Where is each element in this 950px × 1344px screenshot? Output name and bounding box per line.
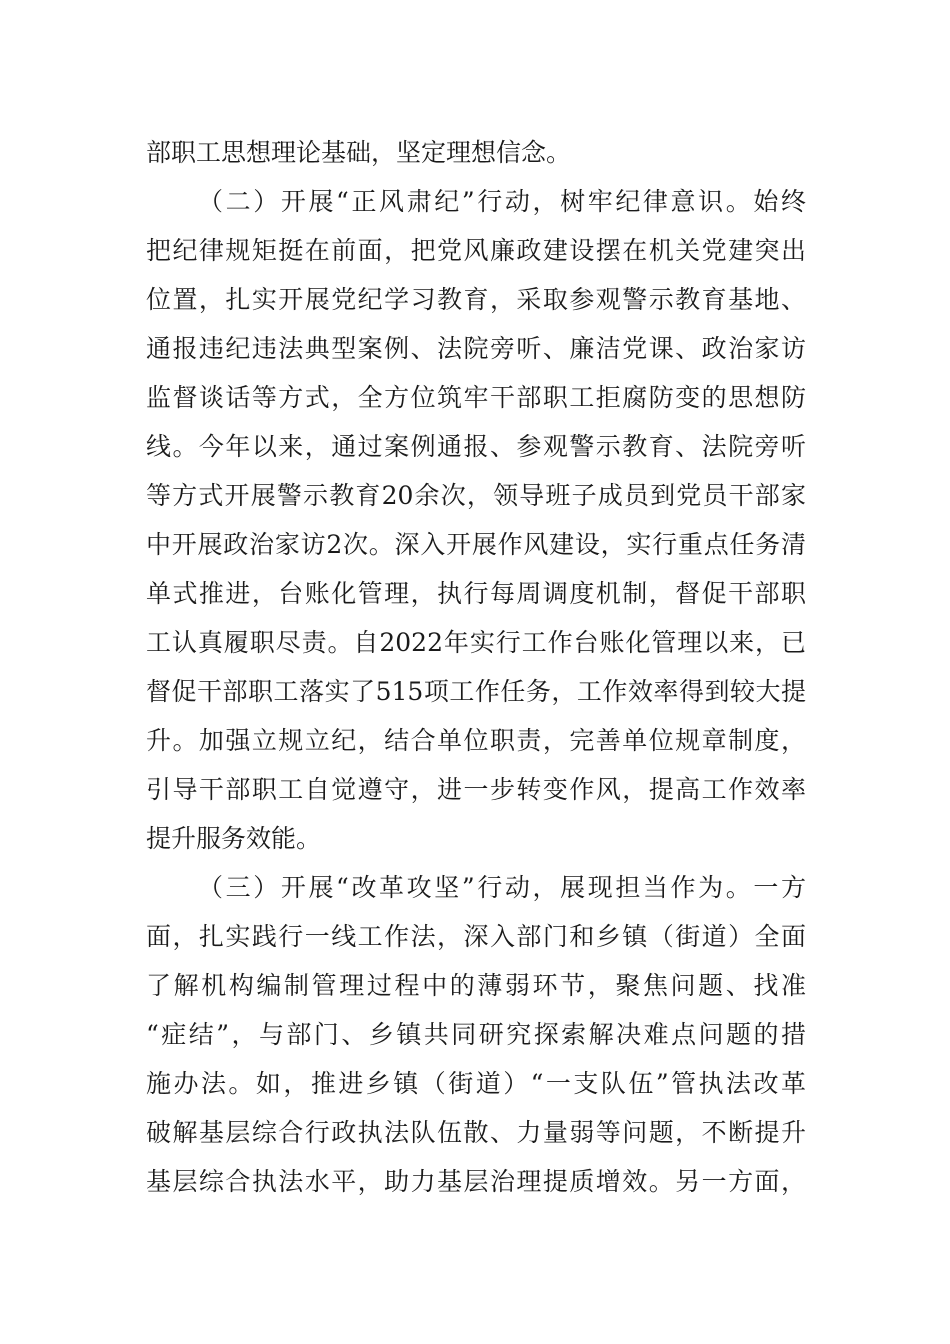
text-line: 面，扎实践行一线工作法，深入部门和乡镇（街道）全面: [146, 922, 806, 951]
text-line: 监督谈话等方式，全方位筑牢干部职工拒腐防变的思想防: [146, 383, 806, 412]
text-line: 单式推进，台账化管理，执行每周调度机制，督促干部职: [146, 579, 806, 608]
text-line: 部职工思想理论基础，坚定理想信念。: [146, 138, 572, 167]
text-line: 基层综合执法水平，助力基层治理提质增效。另一方面，: [146, 1167, 806, 1196]
text-line: 升。加强立规立纪，结合单位职责，完善单位规章制度，: [146, 726, 806, 755]
text-line: 施办法。如，推进乡镇（街道）“一支队伍”管执法改革: [146, 1069, 806, 1098]
text-line: “症结”，与部门、乡镇共同研究探索解决难点问题的措: [146, 1020, 806, 1049]
text-line: 破解基层综合行政执法队伍散、力量弱等问题，不断提升: [146, 1118, 806, 1147]
text-line: 了解机构编制管理过程中的薄弱环节，聚焦问题、找准: [146, 971, 806, 1000]
text-line: 等方式开展警示教育20余次，领导班子成员到党员干部家: [146, 481, 806, 510]
text-line: （三）开展“改革攻坚”行动，展现担当作为。一方: [198, 873, 806, 902]
text-line: 督促干部职工落实了515项工作任务，工作效率得到较大提: [146, 677, 806, 706]
body-text: [146, 128, 806, 1206]
text-line: 把纪律规矩挺在前面，把党风廉政建设摆在机关党建突出: [146, 236, 806, 265]
text-line: 线。今年以来，通过案例通报、参观警示教育、法院旁听: [146, 432, 806, 461]
text-line: 中开展政治家访2次。深入开展作风建设，实行重点任务清: [146, 530, 806, 559]
text-line: 工认真履职尽责。自2022年实行工作台账化管理以来，已: [146, 628, 806, 657]
text-line: 提升服务效能。: [146, 824, 322, 853]
text-line: 引导干部职工自觉遵守，进一步转变作风，提高工作效率: [146, 775, 806, 804]
text-line: 位置，扎实开展党纪学习教育，采取参观警示教育基地、: [146, 285, 806, 314]
text-line: 通报违纪违法典型案例、法院旁听、廉洁党课、政治家访: [146, 334, 806, 363]
text-line: （二）开展“正风肃纪”行动，树牢纪律意识。始终: [198, 187, 806, 216]
